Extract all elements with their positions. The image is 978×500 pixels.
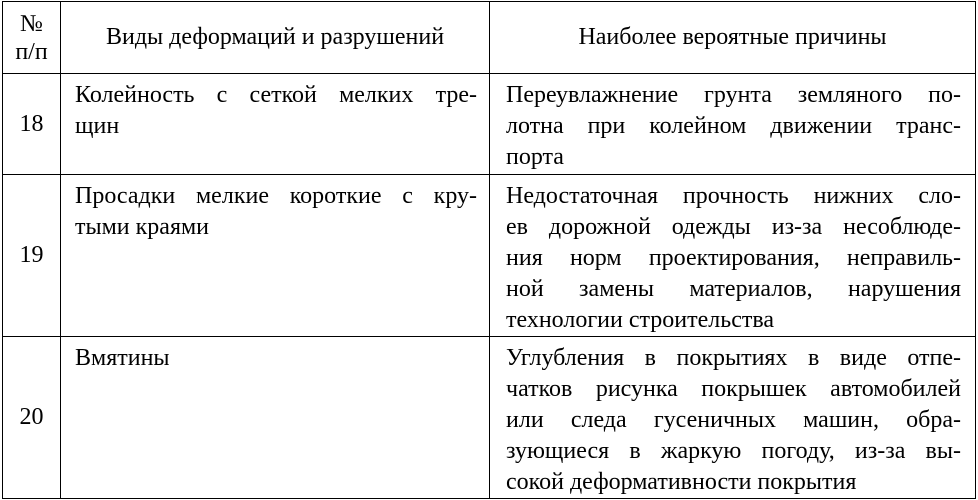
row-number: 20 bbox=[3, 337, 61, 499]
text-line: Вмятины bbox=[75, 345, 170, 371]
text-line: Переувлажнение грунта земляного по- bbox=[506, 82, 961, 108]
text-line: ев дорожной одежды из-за несоблюде- bbox=[506, 214, 961, 240]
text-line: Колейность с сеткой мелких тре- bbox=[75, 82, 477, 108]
text-line: сокой деформативности покрытия bbox=[506, 469, 857, 495]
text-line: чатков рисунка покрышек автомобилей bbox=[506, 376, 961, 402]
deformation-type-cell bbox=[61, 74, 490, 175]
header-deformation-type: Виды деформаций и разрушений bbox=[61, 2, 490, 74]
table-row bbox=[3, 175, 976, 337]
row-number: 18 bbox=[3, 74, 61, 175]
text-line: тыми краями bbox=[75, 214, 210, 240]
row-number: 19 bbox=[3, 175, 61, 337]
deformation-type-cell bbox=[61, 337, 490, 499]
text-line: Недостаточная прочность нижних сло- bbox=[506, 183, 961, 209]
header-number-abbrev: п/п bbox=[15, 38, 48, 65]
probable-cause-cell bbox=[490, 175, 976, 337]
text-line: технологии строительства bbox=[506, 307, 775, 333]
table-header-row bbox=[3, 2, 976, 74]
probable-cause-cell bbox=[490, 337, 976, 499]
header-number bbox=[3, 2, 61, 74]
text-line: зующиеся в жаркую погоду, из-за вы- bbox=[506, 438, 961, 464]
table-row bbox=[3, 337, 976, 499]
text-line: ной замены материалов, нарушения bbox=[506, 276, 961, 302]
deformation-causes-table bbox=[2, 1, 976, 499]
table-row bbox=[3, 74, 976, 175]
text-line: лотна при колейном движении транс- bbox=[506, 113, 961, 139]
deformation-type-cell bbox=[61, 175, 490, 337]
text-line: Углубления в покрытиях в виде отпе- bbox=[506, 345, 961, 371]
text-line: щин bbox=[75, 113, 120, 139]
text-line: или следа гусеничных машин, обра- bbox=[506, 407, 961, 433]
header-number-symbol: № bbox=[20, 10, 43, 37]
text-line: Просадки мелкие короткие с кру- bbox=[75, 183, 477, 209]
header-probable-causes: Наиболее вероятные причины bbox=[490, 2, 976, 74]
probable-cause-cell bbox=[490, 74, 976, 175]
text-line: порта bbox=[506, 144, 564, 170]
text-line: ния норм проектирования, неправиль- bbox=[506, 245, 961, 271]
